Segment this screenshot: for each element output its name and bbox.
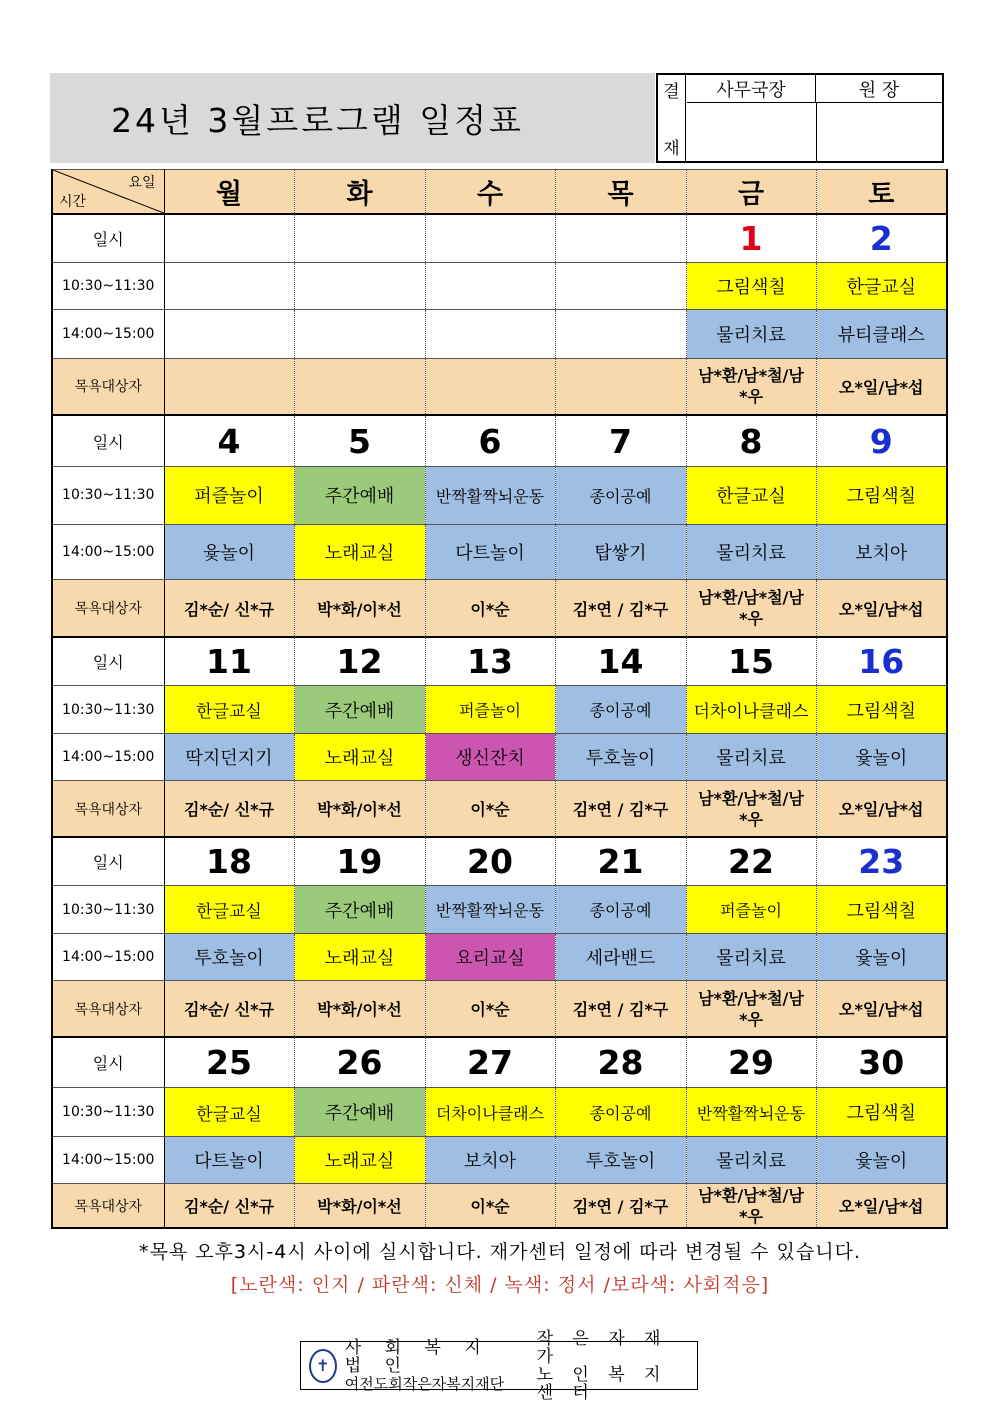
- morning-program-mon: [164, 262, 294, 309]
- bath-target-fri: 남*환/남*철/남*우: [686, 981, 816, 1038]
- week4-afternoon-row: [52, 933, 947, 980]
- week1-dates-row: [52, 214, 947, 263]
- date-number-wed: 6: [425, 415, 555, 467]
- afternoon-program-wed: 보치아: [425, 1136, 555, 1183]
- week2-morning-row: [52, 467, 947, 525]
- week2-afternoon-row: [52, 524, 947, 580]
- approval-jae: 재: [663, 139, 680, 159]
- afternoon-program-tue: 노래교실: [294, 933, 425, 980]
- afternoon-program-sat: 뷰티클래스: [816, 310, 947, 359]
- approval-col1-header: 사무국장: [687, 75, 816, 103]
- afternoon-program-thu: 세라밴드: [555, 933, 686, 980]
- morning-program-sat: 그림색칠: [816, 886, 947, 933]
- date-number-sat: 30: [816, 1037, 947, 1088]
- bath-target-tue: 박*화/이*선: [294, 580, 425, 638]
- morning-program-mon: 퍼즐놀이: [164, 467, 294, 525]
- morning-program-mon: 한글교실: [164, 686, 294, 733]
- week1-afternoon-row: [52, 310, 947, 359]
- date-number-wed: [425, 214, 555, 263]
- afternoon-program-wed: [425, 310, 555, 359]
- date-number-mon: 18: [164, 837, 294, 886]
- week4-morning-row: [52, 886, 947, 933]
- bath-target-thu: 김*연 / 김*구: [555, 981, 686, 1038]
- day-header-sat: 토: [816, 170, 947, 214]
- afternoon-program-fri: 물리치료: [686, 1136, 816, 1183]
- day-header-thu: 목: [555, 170, 686, 214]
- date-number-mon: 4: [164, 415, 294, 467]
- week1-morning-row: [52, 262, 947, 309]
- afternoon-program-sat: 윷놀이: [816, 733, 947, 780]
- morning-program-tue: 주간예배: [294, 467, 425, 525]
- bath-target-thu: 김*연 / 김*구: [555, 1184, 686, 1228]
- afternoon-program-sat: 윷놀이: [816, 1136, 947, 1183]
- week3-morning-row: [52, 686, 947, 733]
- morning-program-thu: 종이공예: [555, 686, 686, 733]
- date-number-fri: 29: [686, 1037, 816, 1088]
- bath-target-sat: 오*일/남*섭: [816, 1184, 947, 1228]
- date-number-tue: 5: [294, 415, 425, 467]
- approval-gyeol: 결: [663, 82, 680, 102]
- date-number-sat: 23: [816, 837, 947, 886]
- date-number-thu: [555, 214, 686, 263]
- week4-bath-row: [52, 981, 947, 1038]
- morning-program-fri: 더차이나클래스: [686, 686, 816, 733]
- morning-row-label: 10:30~11:30: [52, 262, 164, 309]
- bath-row-label: 목욕대상자: [52, 981, 164, 1038]
- afternoon-program-tue: [294, 310, 425, 359]
- morning-program-wed: 퍼즐놀이: [425, 686, 555, 733]
- afternoon-program-mon: 다트놀이: [164, 1136, 294, 1183]
- morning-program-sat: 한글교실: [816, 262, 947, 309]
- day-header-fri: 금: [686, 170, 816, 214]
- bath-target-fri: 남*환/남*철/남*우: [686, 580, 816, 638]
- morning-program-thu: 종이공예: [555, 886, 686, 933]
- morning-row-label: 10:30~11:30: [52, 886, 164, 933]
- yoil-label: 요일: [128, 175, 156, 191]
- title-banner: [50, 73, 655, 163]
- date-number-mon: 25: [164, 1037, 294, 1088]
- date-number-thu: 14: [555, 637, 686, 686]
- morning-program-tue: 주간예배: [294, 886, 425, 933]
- bath-target-sat: 오*일/남*섭: [816, 981, 947, 1038]
- date-number-sat: 2: [816, 214, 947, 263]
- date-number-fri: 8: [686, 415, 816, 467]
- sigan-label: 시간: [59, 193, 87, 210]
- week2-bath-row: [52, 580, 947, 638]
- morning-program-tue: 주간예배: [294, 1088, 425, 1137]
- date-number-thu: 7: [555, 415, 686, 467]
- day-header-tue: 화: [294, 170, 425, 214]
- bath-target-thu: 김*연 / 김*구: [555, 781, 686, 838]
- week3-bath-row: [52, 781, 947, 838]
- morning-program-mon: 한글교실: [164, 1088, 294, 1137]
- bath-target-fri: 남*환/남*철/남*우: [686, 358, 816, 415]
- organization-logo-box: [300, 1328, 698, 1403]
- afternoon-program-wed: 다트놀이: [425, 524, 555, 580]
- week1-bath-row: [52, 358, 947, 415]
- afternoon-row-label: 14:00~15:00: [52, 524, 164, 580]
- morning-row-label: 10:30~11:30: [52, 686, 164, 733]
- page-title: 24년 3월프로그램 일정표: [111, 100, 524, 140]
- organization-name: [345, 1339, 523, 1393]
- afternoon-row-label: 14:00~15:00: [52, 1136, 164, 1183]
- morning-program-sat: 그림색칠: [816, 467, 947, 525]
- afternoon-program-mon: 투호놀이: [164, 933, 294, 980]
- morning-program-fri: 반짝활짝뇌운동: [686, 1088, 816, 1137]
- date-number-tue: 26: [294, 1037, 425, 1088]
- bath-target-sat: 오*일/남*섭: [816, 781, 947, 838]
- afternoon-program-tue: 노래교실: [294, 1136, 425, 1183]
- afternoon-row-label: 14:00~15:00: [52, 733, 164, 780]
- morning-program-wed: 반짝활짝뇌운동: [425, 886, 555, 933]
- morning-program-thu: 종이공예: [555, 467, 686, 525]
- center-line1: 작 은 자 재 가: [536, 1328, 668, 1367]
- org-line1: 사 회 복 지 법 인: [344, 1337, 490, 1376]
- morning-program-tue: [294, 262, 425, 309]
- afternoon-program-thu: 투호놀이: [555, 733, 686, 780]
- bath-target-mon: 김*순/ 신*규: [164, 781, 294, 838]
- bath-target-tue: 박*화/이*선: [294, 781, 425, 838]
- day-header-wed: 수: [425, 170, 555, 214]
- bath-target-mon: 김*순/ 신*규: [164, 580, 294, 638]
- week2-dates-row: [52, 415, 947, 467]
- bath-row-label: 목욕대상자: [52, 358, 164, 415]
- afternoon-program-mon: 딱지던지기: [164, 733, 294, 780]
- week3-dates-row: [52, 637, 947, 686]
- dates-row-label: 일시: [52, 415, 164, 467]
- afternoon-program-fri: 물리치료: [686, 733, 816, 780]
- afternoon-program-fri: 물리치료: [686, 310, 816, 359]
- bath-target-fri: 남*환/남*철/남*우: [686, 781, 816, 838]
- date-number-wed: 27: [425, 1037, 555, 1088]
- date-number-mon: [164, 214, 294, 263]
- bath-target-tue: 박*화/이*선: [294, 981, 425, 1038]
- bath-row-label: 목욕대상자: [52, 781, 164, 838]
- morning-program-fri: 퍼즐놀이: [686, 886, 816, 933]
- bath-target-tue: 박*화/이*선: [294, 1184, 425, 1228]
- dates-row-label: 일시: [52, 1037, 164, 1088]
- morning-program-mon: 한글교실: [164, 886, 294, 933]
- bath-target-mon: 김*순/ 신*규: [164, 1184, 294, 1228]
- date-number-fri: 1: [686, 214, 816, 263]
- approval-box: [656, 73, 944, 163]
- afternoon-program-fri: 물리치료: [686, 933, 816, 980]
- morning-row-label: 10:30~11:30: [52, 467, 164, 525]
- date-number-fri: 22: [686, 837, 816, 886]
- header-row: [52, 170, 947, 214]
- bath-target-wed: 이*순: [425, 781, 555, 838]
- center-name: [537, 1330, 697, 1402]
- bath-row-label: 목욕대상자: [52, 580, 164, 638]
- day-header-mon: 월: [164, 170, 294, 214]
- week5-dates-row: [52, 1037, 947, 1088]
- dates-row-label: 일시: [52, 214, 164, 263]
- week5-bath-row: [52, 1184, 947, 1228]
- date-number-tue: 19: [294, 837, 425, 886]
- bath-target-mon: 김*순/ 신*규: [164, 981, 294, 1038]
- date-number-sat: 16: [816, 637, 947, 686]
- date-number-wed: 20: [425, 837, 555, 886]
- center-line2: 노 인 복 지 센 터: [536, 1364, 668, 1403]
- date-number-thu: 28: [555, 1037, 686, 1088]
- morning-program-tue: 주간예배: [294, 686, 425, 733]
- morning-program-fri: 그림색칠: [686, 262, 816, 309]
- corner-cell: [52, 170, 164, 214]
- morning-program-fri: 한글교실: [686, 467, 816, 525]
- week3-afternoon-row: [52, 733, 947, 780]
- afternoon-program-thu: 탑쌓기: [555, 524, 686, 580]
- date-number-mon: 11: [164, 637, 294, 686]
- date-number-tue: 12: [294, 637, 425, 686]
- color-legend: [노란색: 인지 / 파란색: 신체 / 녹색: 정서 /보라색: 사회적응]: [230, 1274, 770, 1296]
- morning-program-sat: 그림색칠: [816, 686, 947, 733]
- morning-program-thu: [555, 262, 686, 309]
- date-number-tue: [294, 214, 425, 263]
- approval-col1-sign[interactable]: [687, 103, 817, 161]
- afternoon-program-sat: 윷놀이: [816, 933, 947, 980]
- dates-row-label: 일시: [52, 637, 164, 686]
- schedule-table: [51, 169, 948, 1229]
- afternoon-program-mon: [164, 310, 294, 359]
- date-number-thu: 21: [555, 837, 686, 886]
- week5-morning-row: [52, 1088, 947, 1137]
- morning-program-wed: 더차이나클래스: [425, 1088, 555, 1137]
- bath-target-thu: 김*연 / 김*구: [555, 580, 686, 638]
- afternoon-program-mon: 윷놀이: [164, 524, 294, 580]
- approval-col2-header: 원 장: [816, 75, 942, 103]
- afternoon-program-fri: 물리치료: [686, 524, 816, 580]
- afternoon-program-thu: 투호놀이: [555, 1136, 686, 1183]
- org-line2: 여전도회작은자복지재단: [344, 1374, 505, 1393]
- approval-label: [658, 75, 686, 161]
- bath-target-mon: [164, 358, 294, 415]
- bath-target-thu: [555, 358, 686, 415]
- afternoon-program-tue: 노래교실: [294, 524, 425, 580]
- afternoon-program-wed: 요리교실: [425, 933, 555, 980]
- approval-col2-sign[interactable]: [816, 103, 942, 161]
- date-number-sat: 9: [816, 415, 947, 467]
- date-number-fri: 15: [686, 637, 816, 686]
- dates-row-label: 일시: [52, 837, 164, 886]
- afternoon-program-sat: 보치아: [816, 524, 947, 580]
- morning-row-label: 10:30~11:30: [52, 1088, 164, 1137]
- organization-emblem-icon: ✝: [309, 1349, 337, 1383]
- bath-row-label: 목욕대상자: [52, 1184, 164, 1228]
- bath-target-sat: 오*일/남*섭: [816, 358, 947, 415]
- bath-target-wed: 이*순: [425, 981, 555, 1038]
- morning-program-wed: [425, 262, 555, 309]
- afternoon-program-thu: [555, 310, 686, 359]
- bath-note: *목욕 오후3시-4시 사이에 실시합니다. 재가센터 일정에 따라 변경될 수 있습니다.: [139, 1241, 861, 1263]
- bath-target-tue: [294, 358, 425, 415]
- morning-program-wed: 반짝활짝뇌운동: [425, 467, 555, 525]
- morning-program-sat: 그림색칠: [816, 1088, 947, 1137]
- week4-dates-row: [52, 837, 947, 886]
- afternoon-program-tue: 노래교실: [294, 733, 425, 780]
- week5-afternoon-row: [52, 1136, 947, 1183]
- bath-target-fri: 남*환/남*철/남*우: [686, 1184, 816, 1228]
- afternoon-row-label: 14:00~15:00: [52, 310, 164, 359]
- afternoon-row-label: 14:00~15:00: [52, 933, 164, 980]
- morning-program-thu: 종이공예: [555, 1088, 686, 1137]
- bath-target-wed: [425, 358, 555, 415]
- bath-target-wed: 이*순: [425, 1184, 555, 1228]
- bath-target-sat: 오*일/남*섭: [816, 580, 947, 638]
- date-number-wed: 13: [425, 637, 555, 686]
- bath-target-wed: 이*순: [425, 580, 555, 638]
- afternoon-program-wed: 생신잔치: [425, 733, 555, 780]
